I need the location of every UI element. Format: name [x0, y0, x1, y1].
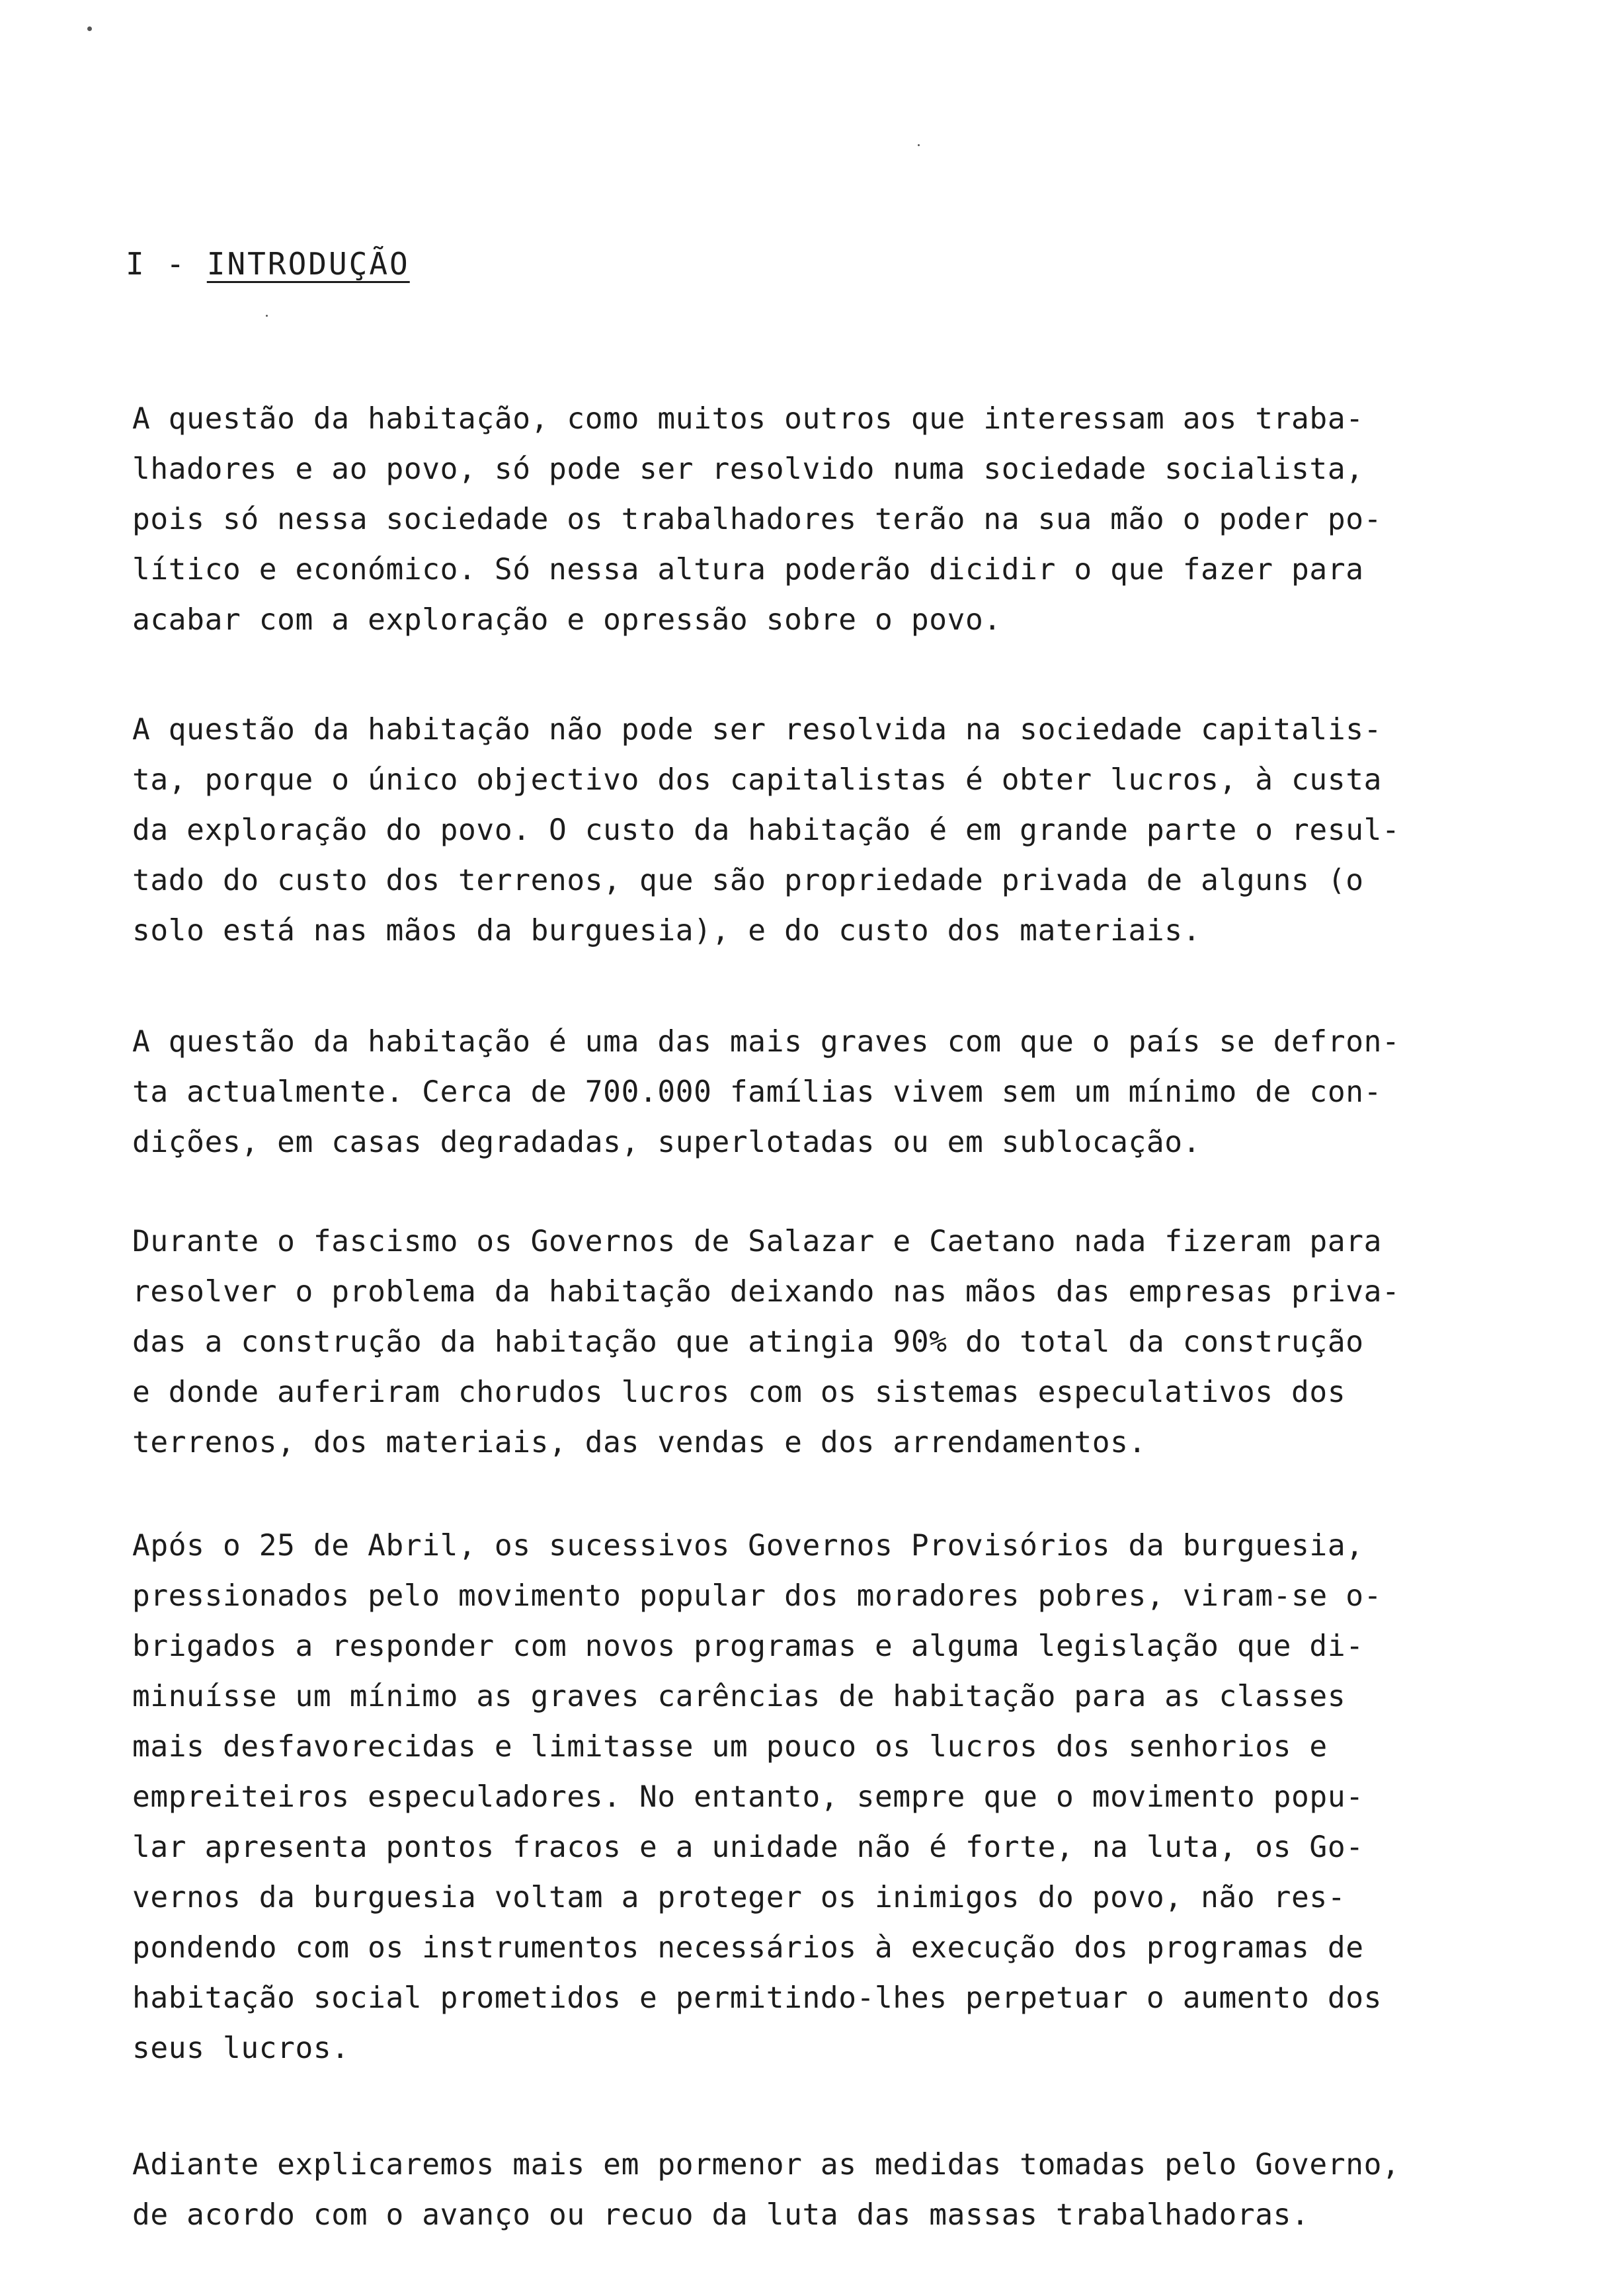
text-line: Durante o fascismo os Governos de Salazar e Caetano nada fizeram para [132, 1225, 1382, 1258]
text-line: seus lucros. [132, 2031, 350, 2065]
text-line: pois só nessa sociedade os trabalhadores terão na sua mão o poder po- [132, 503, 1382, 536]
text-line: A questão da habitação é uma das mais graves com que o país se defron- [132, 1025, 1400, 1059]
text-line: solo está nas mãos da burguesia), e do custo dos materiais. [132, 914, 1201, 948]
text-line: A questão da habitação não pode ser resolvida na sociedade capitalis- [132, 713, 1382, 747]
section-heading [126, 246, 410, 282]
section-title: INTRODUÇÃO [206, 246, 410, 282]
text-line: dições, em casas degradadas, superlotadas ou em sublocação. [132, 1126, 1201, 1159]
paragraph-6 [132, 2140, 1508, 2240]
scan-speck [918, 144, 920, 146]
section-number: I - [126, 246, 187, 282]
text-line: e donde auferiram chorudos lucros com os sistemas especulativos dos [132, 1375, 1346, 1409]
text-line: mais desfavorecidas e limitasse um pouco os lucros dos senhorios e [132, 1730, 1328, 1764]
text-line: ta actualmente. Cerca de 700.000 famílias vivem sem um mínimo de con- [132, 1075, 1382, 1109]
text-line: A questão da habitação, como muitos outros que interessam aos traba- [132, 402, 1364, 436]
text-line: pondendo com os instrumentos necessários à execução dos programas de [132, 1931, 1364, 1965]
text-line: da exploração do povo. O custo da habitação é em grande parte o resul- [132, 813, 1400, 847]
text-line: habitação social prometidos e permitindo-lhes perpetuar o aumento dos [132, 1981, 1382, 2015]
text-line: ta, porque o único objectivo dos capitalistas é obter lucros, à custa [132, 763, 1382, 797]
text-line: minuísse um mínimo as graves carências de habitação para as classes [132, 1680, 1346, 1713]
text-line: tado do custo dos terrenos, que são propriedade privada de alguns (o [132, 864, 1364, 897]
paragraph-3 [132, 1017, 1508, 1168]
text-line: de acordo com o avanço ou recuo da luta das massas trabalhadoras. [132, 2198, 1310, 2232]
text-line: empreiteiros especuladores. No entanto, sempre que o movimento popu- [132, 1780, 1364, 1814]
text-line: Adiante explicaremos mais em pormenor as medidas tomadas pelo Governo, [132, 2148, 1400, 2182]
text-line: lhadores e ao povo, só pode ser resolvido numa sociedade socialista, [132, 452, 1364, 486]
scan-speck [87, 26, 92, 31]
text-line: resolver o problema da habitação deixando nas mãos das empresas priva- [132, 1275, 1400, 1309]
text-line: lítico e económico. Só nessa altura poderão dicidir o que fazer para [132, 553, 1364, 587]
scan-speck [266, 315, 268, 317]
text-line: vernos da burguesia voltam a proteger os inimigos do povo, não res- [132, 1881, 1346, 1914]
text-line: acabar com a exploração e opressão sobre o povo. [132, 603, 1002, 637]
text-line: lar apresenta pontos fracos e a unidade não é forte, na luta, os Go- [132, 1830, 1364, 1864]
text-line: pressionados pelo movimento popular dos moradores pobres, viram-se o- [132, 1579, 1382, 1613]
text-line: das a construção da habitação que atingia 90% do total da construção [132, 1325, 1364, 1359]
paragraph-2 [132, 705, 1508, 956]
text-line: terrenos, dos materiais, das vendas e dos arrendamentos. [132, 1426, 1146, 1459]
paragraph-5 [132, 1521, 1508, 2074]
paragraph-4 [132, 1217, 1508, 1468]
text-line: brigados a responder com novos programas e alguma legislação que di- [132, 1629, 1364, 1663]
text-line: Após o 25 de Abril, os sucessivos Governos Provisórios da burguesia, [132, 1529, 1364, 1563]
paragraph-1 [132, 394, 1508, 645]
